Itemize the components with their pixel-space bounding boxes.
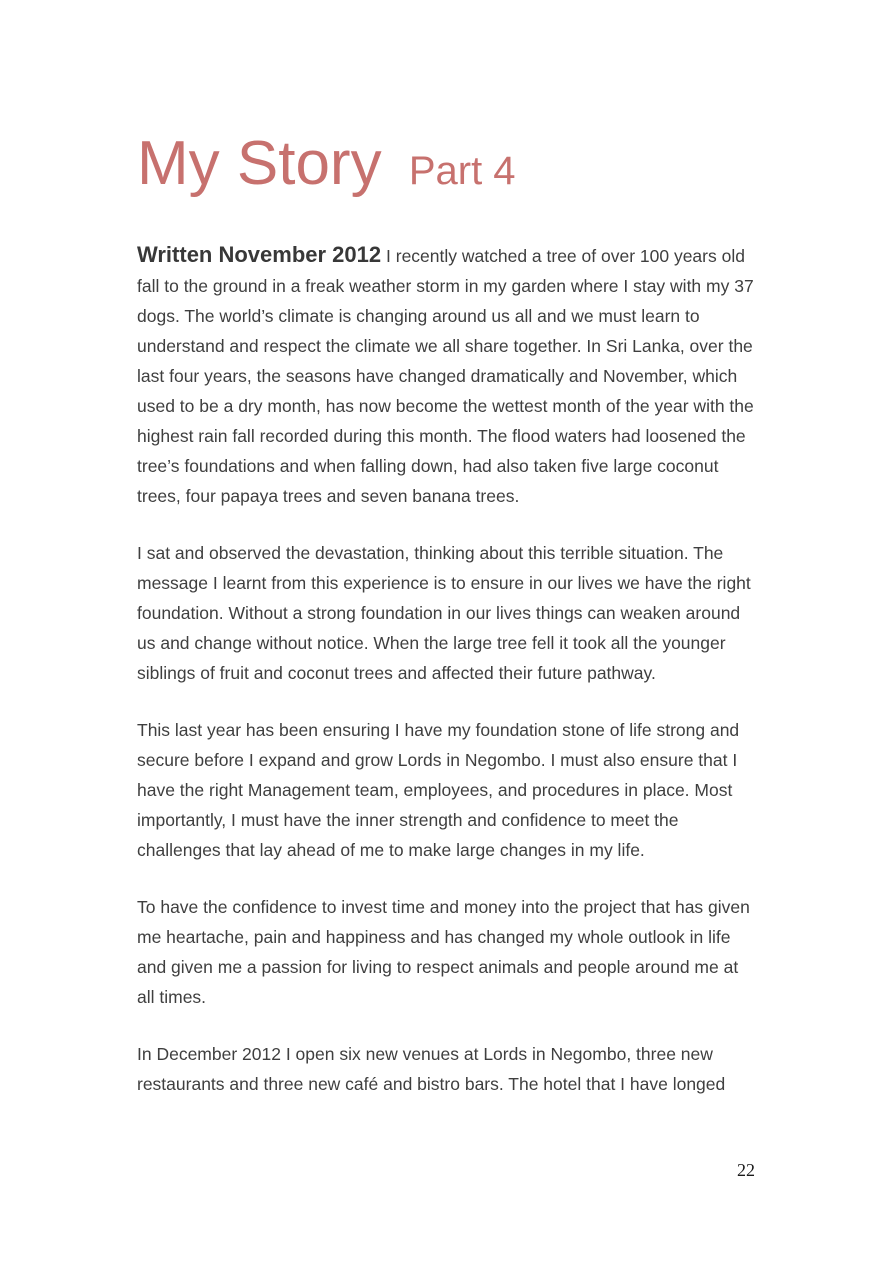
page-number: 22 [737,1160,755,1180]
paragraph-text: To have the confidence to invest time and money into the project that has given me heartache, pain and happiness and has changed my whole outlook in life and given me a passion for living to respect animals and people around me at all times. [137,897,750,1008]
document-body [137,240,757,1099]
paragraph [137,892,757,1012]
paragraph [137,715,757,865]
paragraph-text: I sat and observed the devastation, thinking about this terrible situation. The message I learnt from this experience is to ensure in our lives we have the right foundation. Without a strong foundation in our lives things can weaken around us and change without notice. When the large tree fell it took all the younger siblings of fruit and coconut trees and affected their future pathway. [137,543,751,684]
page-title-part: Part 4 [408,149,516,193]
paragraph-text: This last year has been ensuring I have my foundation stone of life strong and secure before I expand and grow Lords in Negombo. I must also ensure that I have the right Management team, employees, and procedures in place. Most importantly, I must have the inner strength and confidence to meet the challenges that lay ahead of me to make large changes in my life. [137,720,740,861]
paragraph-lead: Written November 2012 [137,242,382,268]
page-title-text: My Story [137,129,382,198]
paragraph-text: I recently watched a tree of over 100 years old fall to the ground in a freak weather storm in my garden where I stay with my 37 dogs. The world’s climate is changing around us all and we must learn to understand and respect the climate we all share together. In Sri Lanka, over the last four years, the seasons have changed dramatically and November, which used to be a dry month, has now become the wettest month of the year with the highest rain fall recorded during this month. The flood waters had loosened the tree’s foundations and when falling down, had also taken five large coconut trees, four papaya trees and seven banana trees. [137,246,754,507]
paragraph [137,1039,757,1099]
paragraph [137,240,757,511]
paragraph [137,538,757,688]
page-title [137,130,757,198]
paragraph-text: In December 2012 I open six new venues at Lords in Negombo, three new restaurants and three new café and bistro bars. The hotel that I have longed [137,1044,726,1095]
